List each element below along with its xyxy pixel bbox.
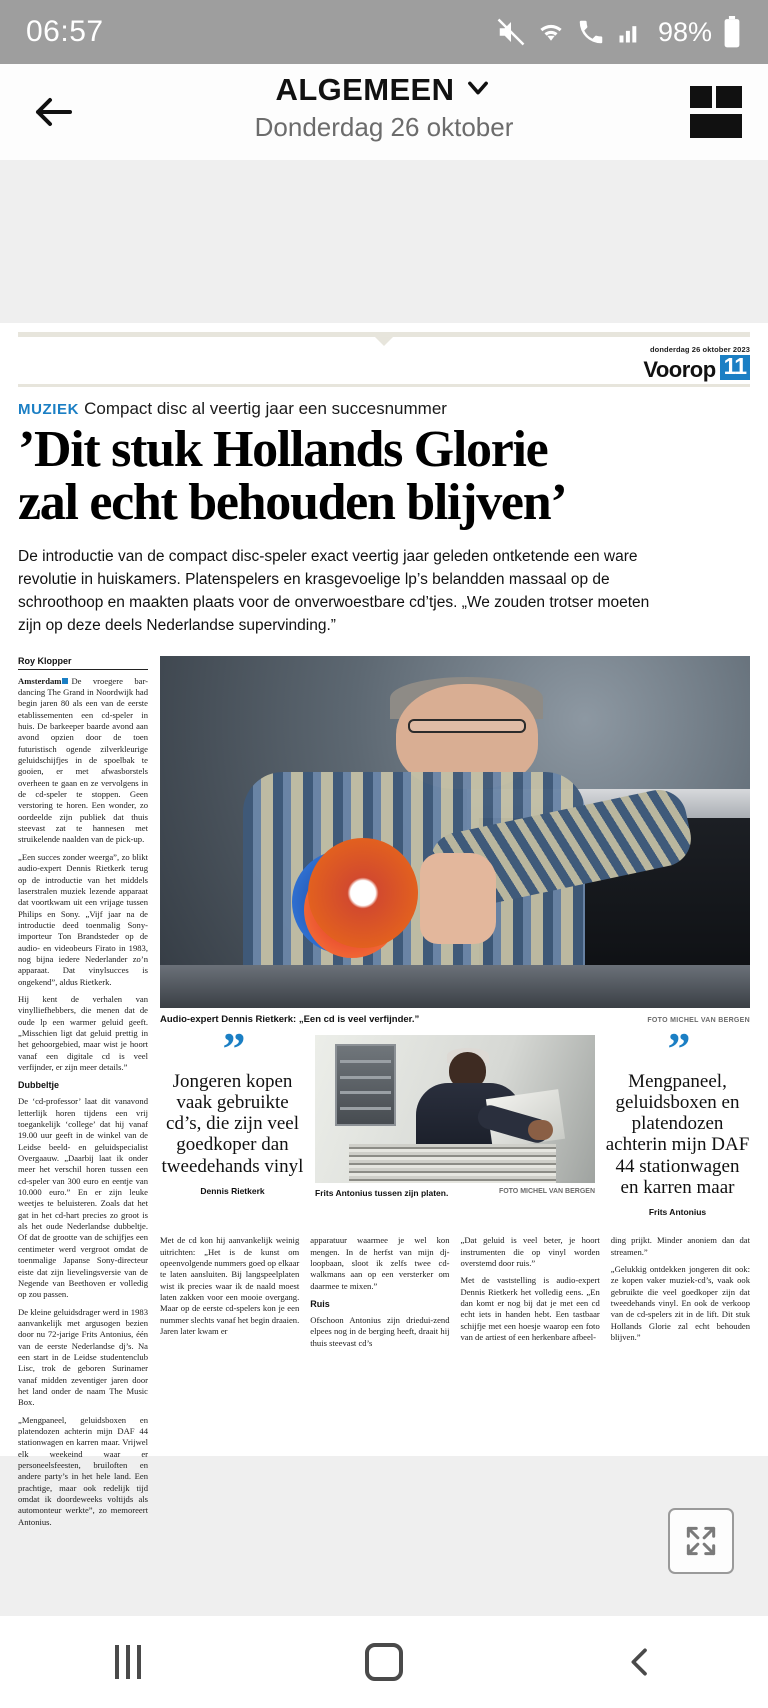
battery-percent-label: 98% (657, 16, 712, 47)
masthead-bottom-rule (18, 384, 750, 387)
headline-line-2: zal echt behouden blijven’ (18, 473, 567, 531)
secondary-photo-caption-text: Frits Antonius tussen zijn platen. (315, 1187, 449, 1198)
expand-icon (682, 1522, 720, 1560)
pull-quote-left (160, 1022, 305, 1218)
article-bottom-columns (160, 1229, 750, 1349)
bottom-column-1 (160, 1229, 299, 1349)
headline-line-1: ’Dit stuk Hollands Glorie (18, 420, 548, 478)
recents-icon (115, 1645, 141, 1679)
pull-quote-left-author: Dennis Rietkerk (200, 1185, 265, 1196)
quote-mark-icon: ” (667, 1022, 688, 1074)
hero-photo-credit: FOTO MICHEL VAN BERGEN (647, 1016, 750, 1024)
status-bar-clock: 06:57 (26, 15, 104, 48)
dateline: Amsterdam (18, 675, 62, 686)
edition-date: Donderdag 26 oktober (254, 112, 514, 142)
pull-quote-right (605, 1022, 750, 1218)
body-paragraph: apparatuur waarmee je wel kon mengen. In de herfst van mijn dj-loopbaan, sloot ik zelfs twee cd-walkmans aan op een versterker om daarmee te mixen.” (310, 1235, 450, 1291)
app-header-bar (0, 64, 768, 160)
pull-quote-right-text: Mengpaneel, geluidsboxen en platendozen achterin mijn DAF 44 stationwagen en karren maar (605, 1070, 750, 1198)
masthead-date: donderdag 26 oktober 2023 (649, 345, 750, 354)
home-icon (365, 1643, 403, 1681)
newspaper-page[interactable] (0, 323, 768, 1527)
nav-recents-button[interactable] (73, 1632, 183, 1692)
call-icon (576, 17, 606, 47)
grid-cell-1 (690, 86, 712, 108)
grid-cell-3 (690, 114, 742, 138)
body-paragraph: „Mengpaneel, geluidsboxen en platendozen achterin mijn DAF 44 stationwagen en karren maar. Vrijwel elk weekeind waar er personeelsfeesten, bruiloften en andere party’s in het hele land. Een prachtige, maar ook redelijk tijd omdat ik doordeweeks voltijds als automonteur werkte”, zo memoreert Antonius. (18, 1414, 148, 1527)
article-byline: Roy Klopper (18, 656, 148, 670)
grid-cell-2 (716, 86, 742, 108)
bottom-column-2 (310, 1229, 449, 1349)
hero-photo (160, 656, 750, 1008)
nav-back-button[interactable] (585, 1632, 695, 1692)
body-paragraph: „Gelukkig ontdekken jongeren dit ook: ze kopen vaker muziek-cd’s, vaak ook gebruikte die veel goedkoper zijn dat tweedehands vinyl. En ook de verkoop van de cd-spelers zit in de lift. Dit stuk Hollands Glorie zal echt behouden blijven.” (610, 1263, 750, 1342)
body-paragraph: De kleine geluidsdrager werd in 1983 aanvankelijk met argusogen bezien door nu 72-jarige Frits Antonius, één van de eerste Nederlandse dj’s. Na een start in de Leidse studentenclub Lisc, trok de geboren Surinamer vanaf midden zeventiger jaren door het land onder de naam The Music Box. (18, 1306, 148, 1408)
bottom-column-4 (611, 1229, 750, 1349)
kicker-tag: MUZIEK (18, 400, 80, 418)
hero-photo-caption: Audio-expert Dennis Rietkerk: „Een cd is veel verfijnder.” (160, 1013, 420, 1025)
body-paragraph: „Dat geluid is veel beter, je hoort instrumenten die op vinyl worden overstemd door ruis.” (460, 1235, 600, 1268)
body-paragraph (18, 676, 148, 846)
secondary-photo-credit: FOTO MICHEL VAN BERGEN (498, 1187, 595, 1195)
article-kicker (18, 399, 750, 419)
nav-home-button[interactable] (329, 1632, 439, 1692)
body-paragraph: ding prijkt. Minder anoniem dan dat streamen.” (610, 1235, 750, 1257)
bullet-square-icon (62, 678, 68, 684)
battery-icon (722, 16, 742, 48)
body-subhead: Ruis (310, 1298, 330, 1309)
pull-quote-right-author: Frits Antonius (648, 1207, 707, 1218)
back-arrow-icon (30, 88, 78, 136)
article-body-grid (18, 656, 750, 1528)
android-status-bar (0, 0, 768, 64)
secondary-photo-block (315, 1035, 595, 1218)
status-bar-icons (496, 16, 742, 48)
pull-quote-band (160, 1022, 750, 1218)
article-headline (18, 420, 750, 531)
masthead-section: Voorop (643, 356, 716, 382)
secondary-photo-caption (315, 1188, 595, 1198)
bottom-column-3 (461, 1229, 600, 1349)
body-paragraph: Met de vaststelling is audio-expert Dennis Rietkerk het volledig eens. „En dan komt er nog bij dat je met een cd echt iets in handen hebt. Een tastbaar schijfje met een hoesje waarop een foto van de artiest of een herkenbare afbeel- (460, 1275, 600, 1342)
grid-view-button[interactable] (690, 86, 742, 138)
quote-mark-icon: ” (222, 1022, 243, 1074)
body-paragraph: „Een succes zonder weerga”, zo blikt audio-expert Dennis Rietkerk terug op de introductie van het middels laserstralen muziek lezende apparaat dat voortkwam uit een vrijage tussen Philips en Sony. „Vijf jaar na de introductie deed toenmalig Sony-importeur Ton Brandsteder op de audio- en videobeurs Firato in 1983, nog bijna iedere Nederlander zo’n apparaat. Dat vinylsucces is ongekend”, aldus Rietkerk. (18, 851, 148, 987)
masthead-page-number: 11 (720, 355, 750, 380)
android-navigation-bar (0, 1616, 768, 1708)
body-subhead: Dubbeltje (18, 1080, 60, 1091)
secondary-photo (315, 1035, 595, 1183)
signal-icon (616, 18, 644, 46)
edition-title: ALGEMEEN (275, 72, 455, 107)
page-top-rule (18, 332, 750, 337)
body-paragraph: Hij kent de verhalen van vinylliefhebbers, die menen dat de oude lp een warmer geluid geeft. „Misschien ligt dat geluid prettig in het gehoorgebied, maar wist je hoort vanaf een digitale cd is veel verfijnder, er zijn meer details.” (18, 993, 148, 1072)
article-lede: De introductie van de compact disc-speler exact veertig jaar geleden ontketende een ware revolutie in huiskamers. Platenspelers en krasgevoelige lp’s belandden massaal op de schroothoop en maakten plaats voor de onverwoestbare cd’tjes. „We zouden trotser moeten zijn op deze deels Nederlandse supervinding.” (18, 547, 650, 634)
edition-selector[interactable] (0, 72, 768, 143)
article-column-right (160, 656, 750, 1528)
header-back-button[interactable] (26, 84, 82, 140)
hero-caption-row (160, 1008, 750, 1025)
newspaper-reader-canvas[interactable] (0, 160, 768, 1616)
fullscreen-toggle-button[interactable] (668, 1508, 734, 1574)
chevron-down-icon[interactable] (464, 74, 492, 107)
kicker-text: Compact disc al veertig jaar een succesnummer (84, 398, 447, 418)
body-paragraph: Ofschoon Antonius zijn driedui-zend elpees nog in de berging heeft, draait hij thuis steevast cd’s (310, 1314, 450, 1348)
article-column-left (18, 656, 148, 1528)
mute-icon (496, 17, 526, 47)
wifi-icon (536, 17, 566, 47)
pull-quote-left-text: Jongeren kopen vaak gebruikte cd’s, die zijn veel goedkoper dan tweedehands vinyl (161, 1070, 304, 1177)
nav-back-icon (620, 1642, 660, 1682)
body-paragraph: De ‘cd-professor’ laat dit vanavond letterlijk horen tijdens een vrij toegankelijk ‘college’ dat hij vanaf 19.00 uur geeft in de winkel van de Leidse beeld- en geluidspecialist Overgaauw. „Daarbij laat ik onder meer het verschil horen tussen een cd-speler van 300 euro en eentje van 10.000 euro.” En er zijn leuke weetjes te beluisteren. Zoals dat het gat in het cd-hart precies zo groot is als het oude Nederlandse dubbeltje. Of dat de grootte van de schijfjes een centimeter werd vergroot omdat de toenmalige Japanse Sony-directeur eiste dat zijn lievelingsversie van de Negende van Beethoven er volledig op zou passen. (18, 1096, 148, 1300)
body-paragraph: Met de cd kon hij aanvankelijk weinig uitrichten: „Het is de kunst om opeenvolgende nummers goed op elkaar te laten aansluiten. Bij langspeelplaten wist ik precies waar ik de naald moest laten zakken voor een mooie overgang. Maar op de eerste cd-spelers kon je een nummer slechts vanaf het begin draaien. Jaren later kwam er (160, 1235, 300, 1336)
body-text: De vroegere bar-dancing The Grand in Noordwijk had begin jaren 80 als een van de eerste etablissementen een cd-speler in huis. De barkeeper baarde avond aan avond opzien door de toen futuristisch ogende zilverkleurige geluidschijfjes in de spoelbak te gooien, er met afwasborstels overheen te gaan en ze vervolgens in de cd-speler te stoppen. Geen verstoring te horen. Een wonder, zo oordeelde zijn publiek dat thuis steevast zat te hannesen met struikelende naalden van de pick-up. (18, 675, 148, 845)
